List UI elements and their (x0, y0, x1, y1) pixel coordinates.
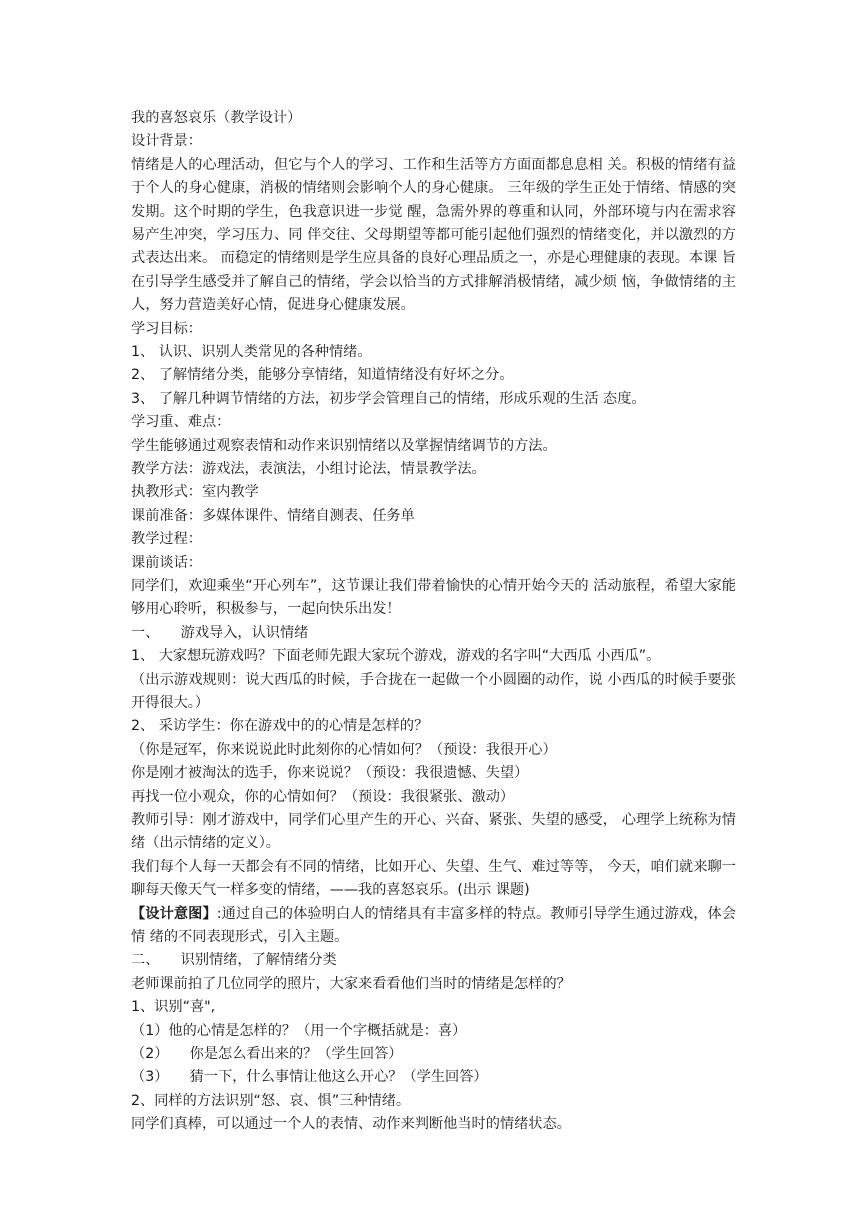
section-2-item-1: 1、识别“喜", (131, 999, 216, 1016)
section-2-intro: 老师课前拍了几位同学的照片，大家来看看他们当时的情绪是怎样的？ (131, 975, 571, 992)
section-2-sub-3: （3） 猜一下，什么事情让他这么开心？（学生回答） (131, 1069, 488, 1086)
teaching-methods: 教学方法：游戏法，表演法，小组讨论法，情景教学法。 (131, 460, 486, 477)
preparation: 课前准备：多媒体课件、情绪自测表、任务单 (131, 507, 415, 524)
doc-title: 我的喜怒哀乐（教学设计） (131, 110, 302, 126)
background-heading: 设计背景： (131, 133, 202, 150)
pre-class-talk-paragraph: 同学们，欢迎乘坐“开心列车”，这节课让我们带着愉快的心情开始今天的 活动旅程，希望大家能够用心聆听，积极参与，一起向快乐出发！ (131, 577, 736, 618)
pre-class-talk-heading: 课前谈话： (131, 554, 202, 571)
process-heading: 教学过程： (131, 531, 202, 548)
goals-heading: 学习目标： (131, 320, 202, 337)
design-intent-label: 【设计意图】 (131, 905, 217, 922)
teaching-form: 执教形式：室内教学 (131, 484, 259, 501)
section-1-heading: 一、 游戏导入，认识情绪 (131, 624, 309, 641)
document-page (131, 107, 736, 1136)
section-2-item-2: 2、同样的方法识别“怒、哀、惧”三种情绪。 (131, 1092, 411, 1109)
key-points-text: 学生能够通过观察表情和动作来识别情绪以及掌握情绪调节的方法。 (131, 437, 557, 454)
goal-item-1: 1、 认识、识别人类常见的各种情绪。 (131, 344, 372, 361)
section-1-question-2: 你是刚才被淘汰的选手，你来说说？（预设：我很遗憾、失望） (131, 765, 529, 782)
section-1-daily-emotions: 我们每个人每一天都会有不同的情绪，比如开心、失望、生气、难过等等， 今天，咱们就来聊一聊每天像天气一样多变的情绪，——我的喜怒哀乐。(出示 课题) (131, 858, 736, 899)
goal-item-2: 2、 了解情绪分类，能够分享情绪，知道情绪没有好坏之分。 (131, 367, 514, 384)
section-1-question-3: 再找一位小观众，你的心情如何？（预设：我很紧张、激动） (131, 788, 515, 805)
section-2-sub-2: （2） 你是怎么看出来的？（学生回答） (131, 1045, 403, 1062)
section-1-design-intent (131, 903, 736, 950)
section-1-question-1: （你是冠军，你来说说此时此刻你的心情如何？（预设：我很开心） (131, 741, 557, 758)
section-2-conclusion: 同学们真棒，可以通过一个人的表情、动作来判断他当时的情绪状态。 (131, 1116, 571, 1133)
section-1-game-rules: （出示游戏规则：说大西瓜的时候，手合拢在一起做一个小圆圈的动作，说 小西瓜的时候手要张开得很大。） (131, 671, 736, 711)
background-paragraph: 情绪是人的心理活动，但它与个人的学习、工作和生活等方方面面都息息相 关。积极的情绪有益于个人的身心健康，消极的情绪则会影响个人的身心健康。 三年级的学生正处于情绪、情感的突发期。这个时期的学生，色我意识进一步觉 醒，急需外界的尊重和认同，外部环境与内在需求容易产生冲突，学习压力、同 伴交往、父母期望等都可能引起他们强烈的情绪变化，并以激烈的方式表达出来。 而稳定的情绪则是学生应具备的良好心理品质之一，亦是心理健康的表现。本课 旨在引导学生感受并了解自己的情绪，学会以恰当的方式排解消极情绪，减少烦 恼，争做情绪的主人，努力营造美好心情，促进身心健康发展。 (131, 156, 736, 314)
section-2-heading: 二、 识别情绪，了解情绪分类 (131, 952, 337, 969)
section-1-item-1: 1、 大家想玩游戏吗？下面老师先跟大家玩个游戏，游戏的名字叫“大西瓜 小西瓜”。 (131, 648, 661, 665)
section-2-sub-1: （1）他的心情是怎样的？（用一个字概括就是：喜） (131, 1022, 467, 1039)
section-1-teacher-guide: 教师引导：刚才游戏中，同学们心里产生的开心、兴奋、紧张、失望的感受， 心理学上统称为情绪（出示情绪的定义）。 (131, 811, 736, 852)
design-intent-text: :通过自己的体验明白人的情绪具有丰富多样的特点。教师引导学生通过游戏，体会情 绪的不同表现形式，引入主题。 (131, 905, 736, 945)
key-points-heading: 学习重、难点： (131, 414, 231, 431)
section-1-item-2: 2、 采访学生：你在游戏中的的心情是怎样的？ (131, 718, 429, 735)
goal-item-3: 3、 了解几种调节情绪的方法，初步学会管理自己的情绪，形成乐观的生活 态度。 (131, 390, 646, 407)
